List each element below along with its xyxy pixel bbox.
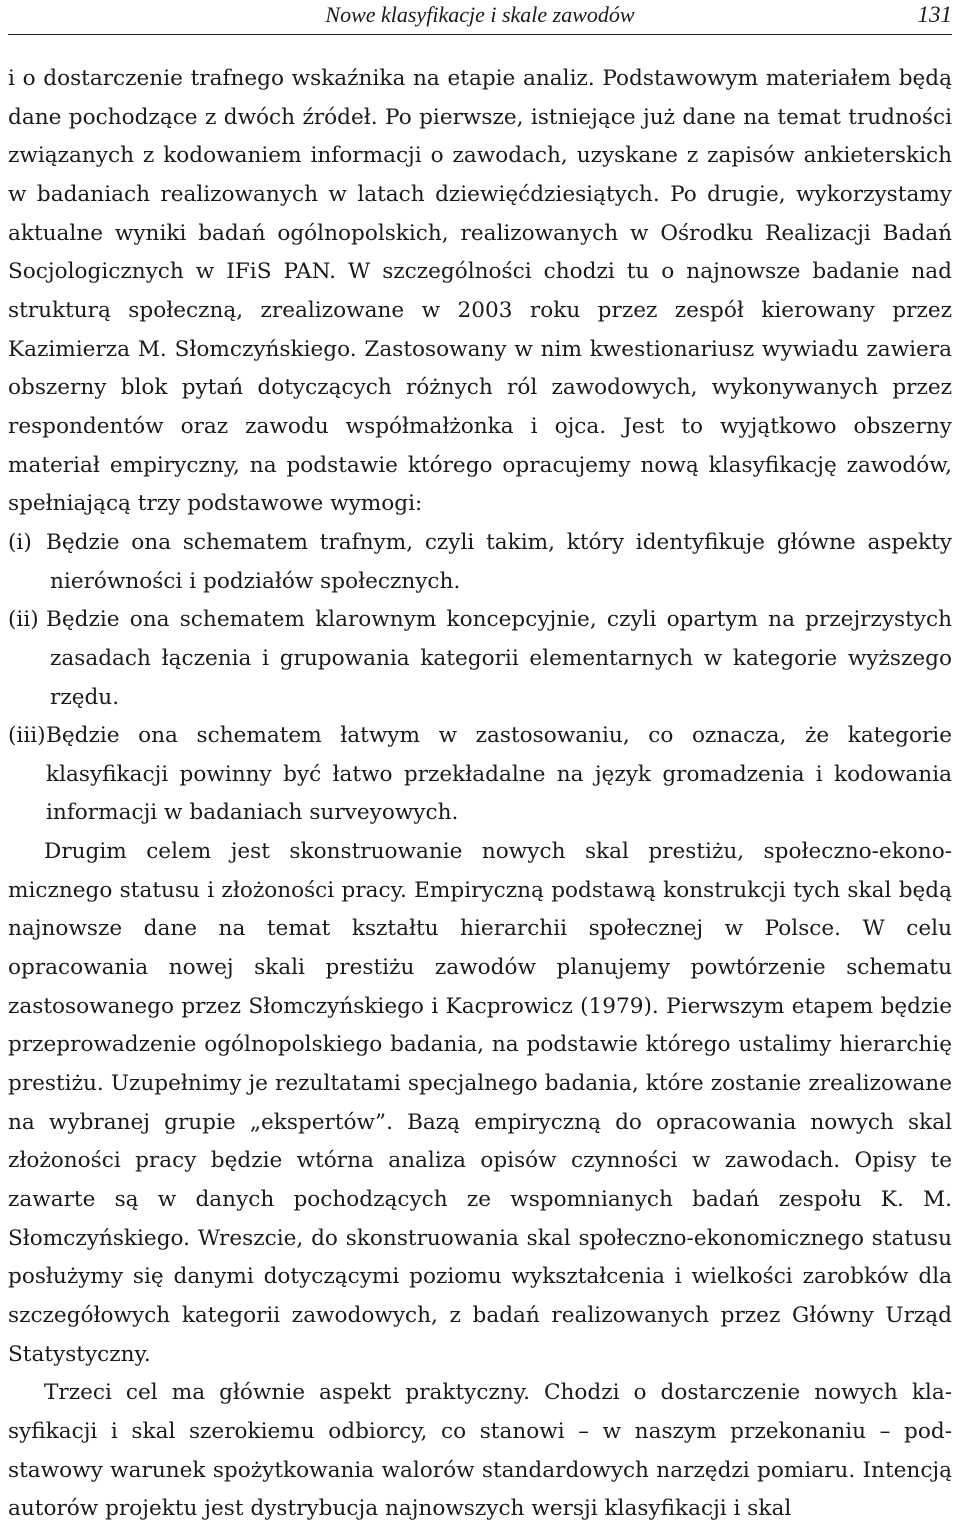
list-item-number: (ii): [8, 607, 39, 633]
list-item-number: (i): [8, 529, 32, 555]
body-text: [8, 60, 952, 1529]
list-item-iii: [8, 717, 952, 833]
list-item-text: Będzie ona schematem trafnym, czyli takim, który identyfikuje główne aspekty nierówności i podziałów społecznych.: [46, 529, 952, 594]
running-title: Nowe klasyfikacje i skale zawodów: [325, 2, 635, 27]
list-item-text: Będzie ona schematem klarownym koncepcyjnie, czyli opartym na przejrzystych zasadach łączenia i grupowania kategorii elementarnych w kategorie wyższego rzędu.: [46, 607, 952, 710]
paragraph-2: Drugim celem jest skonstruowanie nowych skal prestiżu, społeczno-ekonomicznego statusu i złożoności pracy. Empiryczną podstawą konstrukcji tych skal będą najnowsze dane na temat kształtu hierarchii społecznej w Polsce. W celu opracowania nowej skali prestiżu zawodów planujemy powtórzenie schematu zastosowanego przez Słomczyńskiego i Kacprowicz (1979). Pierwszym etapem będzie przeprowadzenie ogólnopolskiego badania, na podstawie którego ustalimy hierarchię prestiżu. Uzupełnimy je rezultatami specjalnego badania, które zostanie zrealizowane na wybranej grupie „ekspertów”. Bazą empiryczną do opracowania nowych skal złożoności pracy będzie wtórna analiza opisów czynności w zawodach. Opisy te zawarte są w danych pochodzących ze wspomnianych badań zespołu K. M. Słomczyńskiego. Wreszcie, do skonstruowania skal społeczno-ekonomicznego statusu posłużymy się danymi dotyczącymi poziomu wykształcenia i wielkości zarobków dla szczegółowych kategorii zawodowych, z badań realizowanych przez Główny Urząd Statystyczny.: [8, 839, 952, 1367]
list-item-text: Będzie ona schematem łatwym w zastosowaniu, co oznacza, że kategorie klasyfikacji powinny być łatwo przekładalne na język gromadzenia i kodowania informacji w badaniach surveyowych.: [46, 723, 952, 826]
list-item-i: [8, 524, 952, 601]
paragraph-3: Trzeci cel ma głównie aspekt praktyczny. Chodzi o dostarczenie nowych klasyfikacji i skal szerokiemu odbiorcy, co stanowi – w naszym przekonaniu – podstawowy warunek spożytkowania walorów standardowych narzędzi pomiaru. Intencją autorów projektu jest dystrybucja najnowszych wersji klasyfikacji i skal: [8, 1380, 952, 1522]
running-header: [8, 0, 952, 35]
list-item-ii: [8, 601, 952, 717]
list-item-number: (iii): [8, 723, 46, 749]
paragraph-1: i o dostarczenie trafnego wskaźnika na etapie analiz. Podstawowym materiałem będą dane pochodzące z dwóch źródeł. Po pierwsze, istniejące już dane na temat trudności związanych z kodowaniem informacji o zawodach, uzyskane z zapisów ankieterskich w badaniach realizowanych w latach dziewięćdziesiątych. Po drugie, wykorzystamy aktualne wyniki badań ogólnopolskich, realizowanych w Ośrodku Realizacji Badań Socjologicznych w IFiS PAN. W szczególności chodzi tu o najnowsze badanie nad strukturą społeczną, zrealizowane w 2003 roku przez zespół kierowany przez Kazimierza M. Słomczyńskiego. Zastosowany w nim kwestionariusz wywiadu zawiera obszerny blok pytań dotyczących różnych ról zawodowych, wykonywanych przez respondentów oraz zawodu współmałżonka i ojca. Jest to wyjątkowo obszerny materiał empiryczny, na podstawie którego opracujemy nową klasyfikację zawodów, spełniającą trzy podstawowe wymogi:: [8, 66, 952, 517]
page-number: 131: [917, 2, 952, 27]
